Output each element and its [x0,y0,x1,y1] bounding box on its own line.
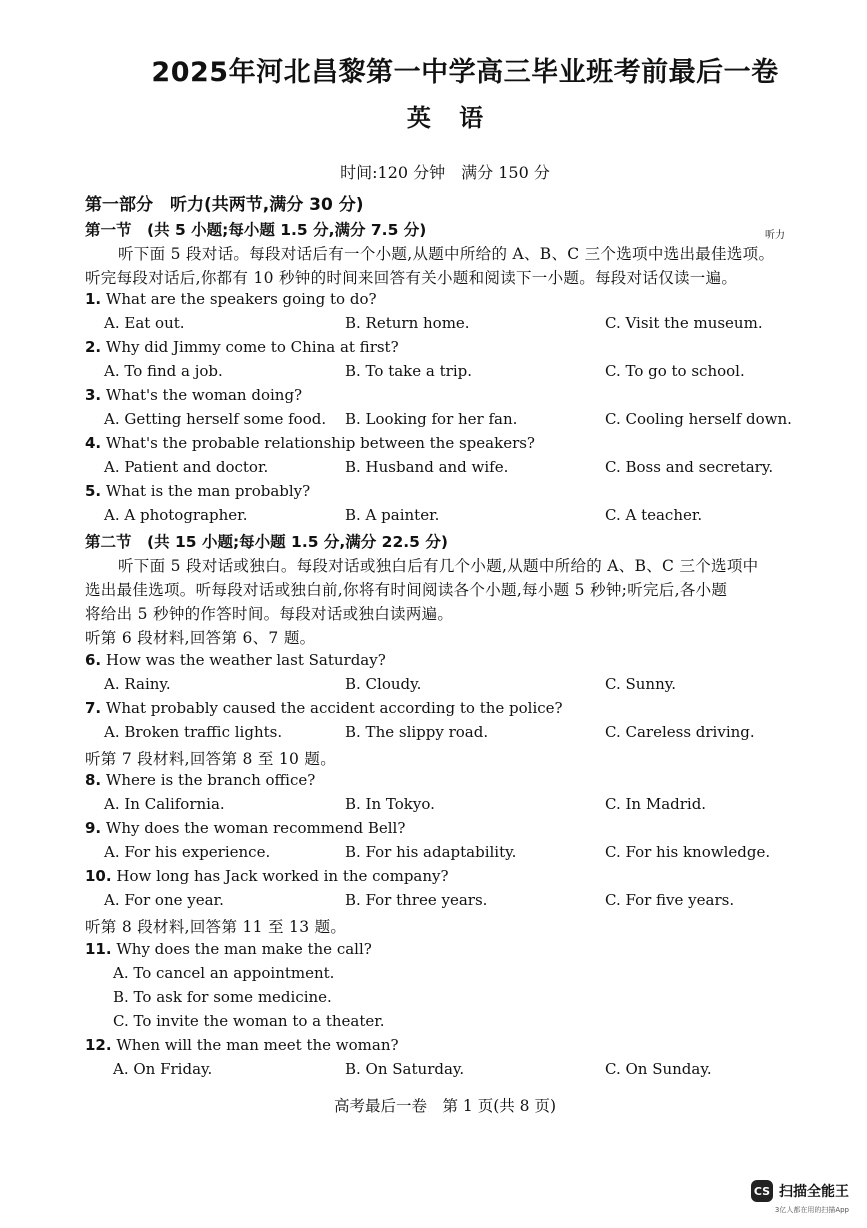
q5-option-a: A. A photographer. [104,506,248,524]
q6-option-a: A. Rainy. [104,675,171,693]
exam-title: 2025年河北昌黎第一中学高三毕业班考前最后一卷 [151,57,779,88]
scanner-brand-name: 扫描全能王 [779,1184,849,1200]
q3-option-c: C. Cooling herself down. [605,410,792,428]
question-9: 9. Why does the woman recommend Bell? [85,819,406,837]
page-footer: 高考最后一卷 第 1 页(共 8 页) [333,1097,557,1115]
material-8-label: 听第 8 段材料,回答第 11 至 13 题。 [85,918,347,936]
q9-option-a: A. For his experience. [104,843,271,861]
question-7: 7. What probably caused the accident according to the police? [85,699,563,717]
q1-option-c: C. Visit the museum. [605,314,763,332]
q12-option-b: B. On Saturday. [345,1060,465,1078]
section2-heading: 第二节 (共 15 小题;每小题 1.5 分,满分 22.5 分) [85,533,448,551]
q2-option-b: B. To take a trip. [345,362,472,380]
subject-title: 英 语 [406,104,484,132]
q11-option-c: C. To invite the woman to a theater. [113,1012,385,1030]
scanner-watermark [751,1180,849,1202]
question-6: 6. How was the weather last Saturday? [85,651,386,669]
section1-instruction-line2: 听完每段对话后,你都有 10 秒钟的时间来回答有关小题和阅读下一小题。每段对话仅读一遍。 [85,269,738,287]
scanner-tagline: 3亿人都在用的扫描App [774,1206,849,1214]
q3-option-a: A. Getting herself some food. [104,410,327,428]
listening-side-mark: 听力 [765,230,785,241]
q10-option-c: C. For five years. [605,891,735,909]
q4-option-a: A. Patient and doctor. [104,458,269,476]
part1-heading: 第一部分 听力(共两节,满分 30 分) [85,195,364,215]
q3-option-b: B. Looking for her fan. [345,410,518,428]
q7-option-c: C. Careless driving. [605,723,755,741]
q8-option-a: A. In California. [104,795,225,813]
question-5: 5. What is the man probably? [85,482,311,500]
section2-instruction-line1: 听下面 5 段对话或独白。每段对话或独白后有几个小题,从题中所给的 A、B、C 三个选项中 [118,557,759,575]
question-10: 10. How long has Jack worked in the company? [85,867,449,885]
question-4: 4. What's the probable relationship between the speakers? [85,434,535,452]
q8-option-b: B. In Tokyo. [345,795,435,813]
q5-option-c: C. A teacher. [605,506,703,524]
q11-option-a: A. To cancel an appointment. [113,964,335,982]
q2-option-c: C. To go to school. [605,362,745,380]
section1-heading: 第一节 (共 5 小题;每小题 1.5 分,满分 7.5 分) [85,221,427,239]
question-11: 11. Why does the man make the call? [85,940,372,958]
q9-option-b: B. For his adaptability. [345,843,517,861]
question-1: 1. What are the speakers going to do? [85,290,377,308]
material-6-label: 听第 6 段材料,回答第 6、7 题。 [85,629,316,647]
section2-instruction-line2: 选出最佳选项。听每段对话或独白前,你将有时间阅读各个小题,每小题 5 秒钟;听完后,各小题 [85,581,728,599]
q1-option-b: B. Return home. [345,314,470,332]
question-8: 8. Where is the branch office? [85,771,316,789]
q12-option-a: A. On Friday. [113,1060,213,1078]
time-info: 时间:120 分钟 满分 150 分 [340,163,550,182]
q9-option-c: C. For his knowledge. [605,843,771,861]
q4-option-c: C. Boss and secretary. [605,458,774,476]
q6-option-c: C. Sunny. [605,675,676,693]
q7-option-a: A. Broken traffic lights. [104,723,283,741]
q5-option-b: B. A painter. [345,506,440,524]
q1-option-a: A. Eat out. [104,314,185,332]
q11-option-b: B. To ask for some medicine. [113,988,332,1006]
question-12: 12. When will the man meet the woman? [85,1036,399,1054]
question-3: 3. What's the woman doing? [85,386,303,404]
section1-instruction-line1: 听下面 5 段对话。每段对话后有一个小题,从题中所给的 A、B、C 三个选项中选出最佳选项。 [118,245,775,263]
section2-instruction-line3: 将给出 5 秒钟的作答时间。每段对话或独白读两遍。 [85,605,454,623]
q12-option-c: C. On Sunday. [605,1060,712,1078]
q6-option-b: B. Cloudy. [345,675,422,693]
q10-option-b: B. For three years. [345,891,488,909]
question-2: 2. Why did Jimmy come to China at first? [85,338,399,356]
q2-option-a: A. To find a job. [104,362,223,380]
q10-option-a: A. For one year. [104,891,224,909]
q4-option-b: B. Husband and wife. [345,458,509,476]
material-7-label: 听第 7 段材料,回答第 8 至 10 题。 [85,750,337,768]
scanner-logo-icon: CS [751,1180,773,1202]
q7-option-b: B. The slippy road. [345,723,489,741]
q8-option-c: C. In Madrid. [605,795,707,813]
